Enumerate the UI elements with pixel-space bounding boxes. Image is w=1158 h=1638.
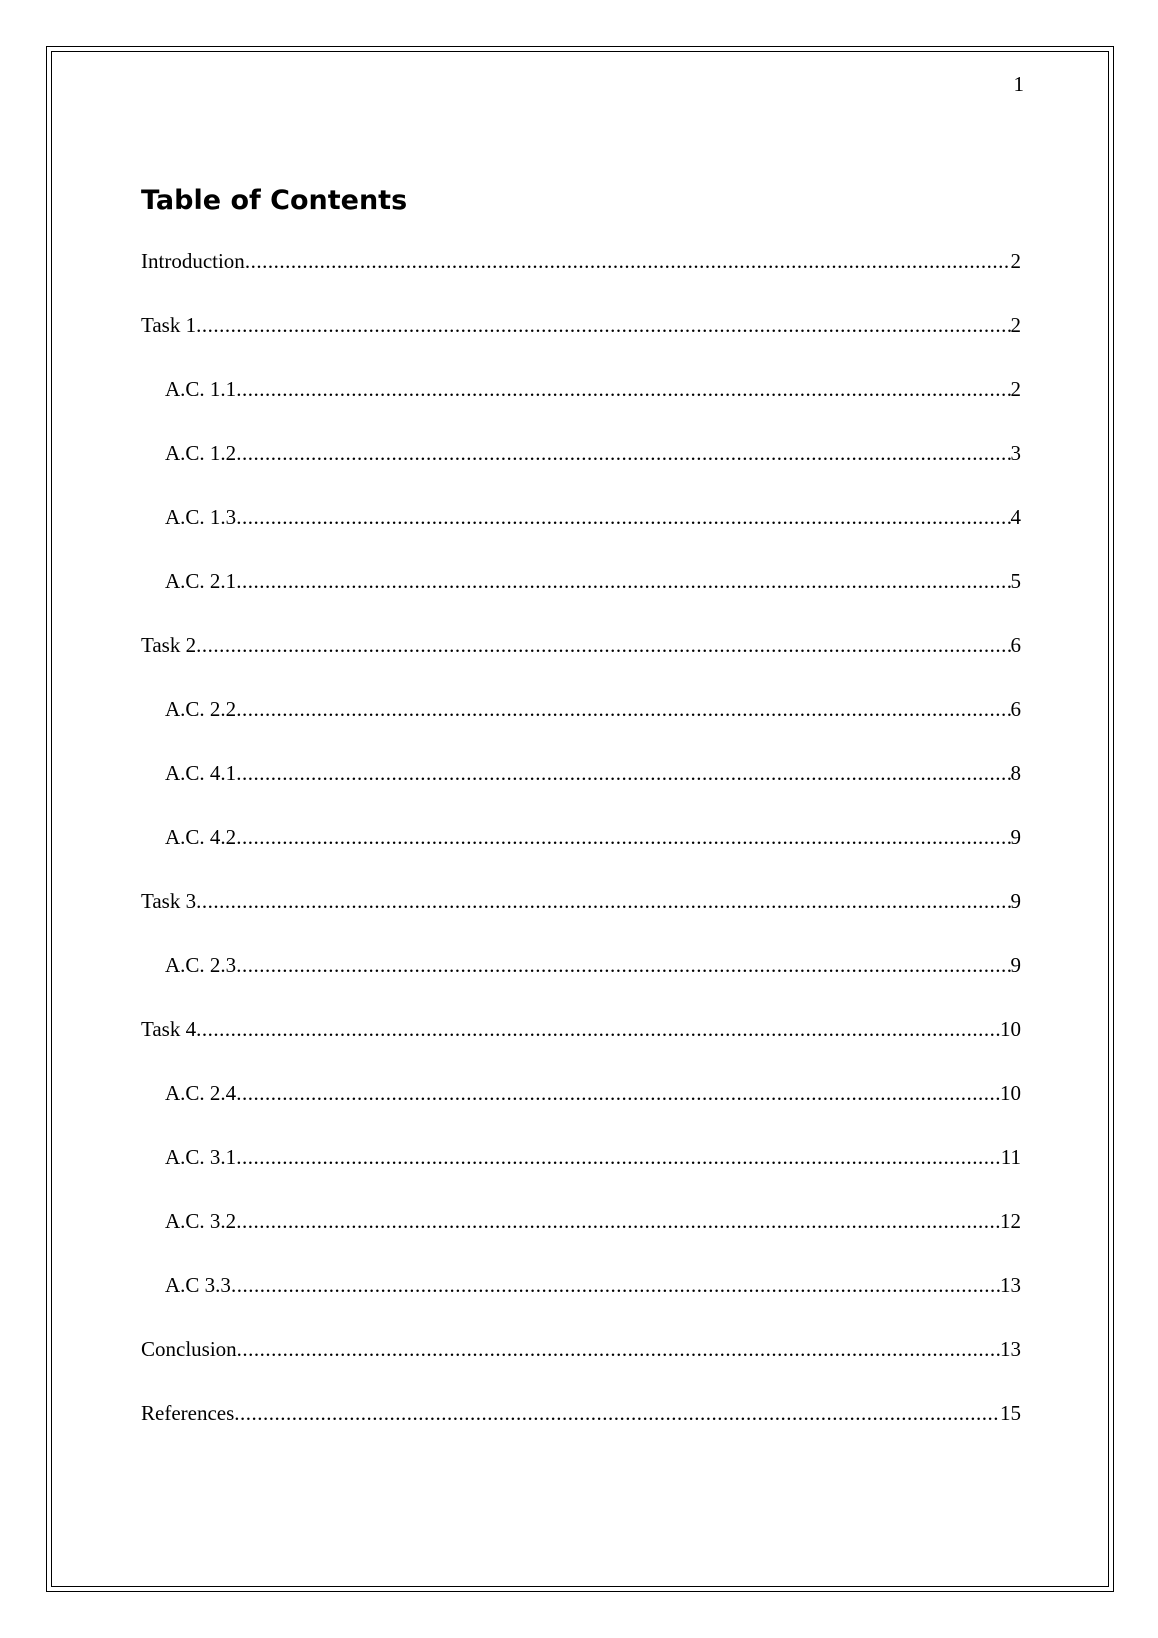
toc-entry-page: 9 xyxy=(1010,889,1021,913)
toc-entry-page: 6 xyxy=(1010,633,1021,657)
toc-entry-label: A.C 3.3 xyxy=(165,1273,231,1297)
page-number: 1 xyxy=(1013,72,1024,96)
toc-entry[interactable] xyxy=(141,952,1021,1016)
toc-dot-leader xyxy=(231,1272,1000,1298)
toc-dot-leader xyxy=(236,504,1010,530)
toc-entry-label: A.C. 2.4 xyxy=(165,1081,237,1105)
toc-entry-label: Introduction xyxy=(141,249,245,273)
toc-entry[interactable] xyxy=(141,888,1021,952)
toc-entry-label: References xyxy=(141,1401,235,1425)
toc-entry-label: A.C. 4.1 xyxy=(165,761,237,785)
toc-entry[interactable] xyxy=(141,504,1021,568)
toc-entry[interactable] xyxy=(141,760,1021,824)
toc-dot-leader xyxy=(236,376,1010,402)
toc-entry-label: Task 4 xyxy=(141,1017,197,1041)
toc-entry-page: 3 xyxy=(1010,441,1021,465)
toc-entry-page: 9 xyxy=(1010,953,1021,977)
toc-entry-page: 2 xyxy=(1010,377,1021,401)
toc-entry[interactable] xyxy=(141,1272,1021,1336)
toc-entry-label: A.C. 1.2 xyxy=(165,441,237,465)
toc-heading: Table of Contents xyxy=(141,185,408,216)
toc-dot-leader xyxy=(236,1208,1000,1234)
toc-entry-label: A.C. 2.1 xyxy=(165,569,237,593)
toc-dot-leader xyxy=(236,952,1010,978)
toc-entry-label: A.C. 1.3 xyxy=(165,505,237,529)
toc-entry[interactable] xyxy=(141,312,1021,376)
toc-entry[interactable] xyxy=(141,248,1021,312)
toc-dot-leader xyxy=(196,888,1010,914)
toc-entry-label: Task 3 xyxy=(141,889,197,913)
toc-dot-leader xyxy=(196,1016,1000,1042)
toc-entry-page: 4 xyxy=(1010,505,1021,529)
toc-entry-page: 8 xyxy=(1010,761,1021,785)
toc-entry-page: 5 xyxy=(1010,569,1021,593)
toc-entry-page: 2 xyxy=(1010,249,1021,273)
toc-entry-label: Conclusion xyxy=(141,1337,237,1361)
toc-entry-page: 13 xyxy=(1000,1273,1021,1297)
toc-dot-leader xyxy=(236,1080,1000,1106)
toc-dot-leader xyxy=(236,760,1010,786)
toc-entry-page: 13 xyxy=(1000,1337,1021,1361)
toc-entry-page: 6 xyxy=(1010,697,1021,721)
toc-entry-page: 11 xyxy=(1000,1145,1021,1169)
toc-dot-leader xyxy=(234,1400,1000,1426)
toc-entry-page: 12 xyxy=(1000,1209,1021,1233)
toc-entry[interactable] xyxy=(141,1336,1021,1400)
toc-entry[interactable] xyxy=(141,1144,1021,1208)
toc-entry[interactable] xyxy=(141,1208,1021,1272)
toc-entry[interactable] xyxy=(141,568,1021,632)
toc-entry[interactable] xyxy=(141,1080,1021,1144)
toc-dot-leader xyxy=(245,248,1011,274)
toc-entry[interactable] xyxy=(141,1016,1021,1080)
toc-entry-label: A.C. 1.1 xyxy=(165,377,237,401)
toc-entry[interactable] xyxy=(141,376,1021,440)
toc-dot-leader xyxy=(196,632,1010,658)
toc-entry[interactable] xyxy=(141,1400,1021,1464)
toc-entry-page: 15 xyxy=(1000,1401,1021,1425)
toc-entry-page: 2 xyxy=(1010,313,1021,337)
toc-dot-leader xyxy=(236,824,1010,850)
toc-entry[interactable] xyxy=(141,440,1021,504)
toc-dot-leader xyxy=(236,440,1010,466)
toc-dot-leader xyxy=(236,696,1010,722)
toc-entry-page: 9 xyxy=(1010,825,1021,849)
toc-entry[interactable] xyxy=(141,824,1021,888)
toc-entry-page: 10 xyxy=(1000,1017,1021,1041)
toc-entry-label: A.C. 3.2 xyxy=(165,1209,237,1233)
toc-entry-label: Task 2 xyxy=(141,633,197,657)
toc-entry-label: Task 1 xyxy=(141,313,197,337)
toc-entry[interactable] xyxy=(141,632,1021,696)
toc-dot-leader xyxy=(196,312,1010,338)
toc-dot-leader xyxy=(236,568,1010,594)
toc-entry-label: A.C. 4.2 xyxy=(165,825,237,849)
toc-entry-label: A.C. 2.2 xyxy=(165,697,237,721)
toc-dot-leader xyxy=(236,1144,1001,1170)
toc-entry-label: A.C. 3.1 xyxy=(165,1145,237,1169)
toc-entry-label: A.C. 2.3 xyxy=(165,953,237,977)
toc-list xyxy=(141,248,1021,1464)
toc-entry[interactable] xyxy=(141,696,1021,760)
toc-dot-leader xyxy=(237,1336,1000,1362)
toc-entry-page: 10 xyxy=(1000,1081,1021,1105)
